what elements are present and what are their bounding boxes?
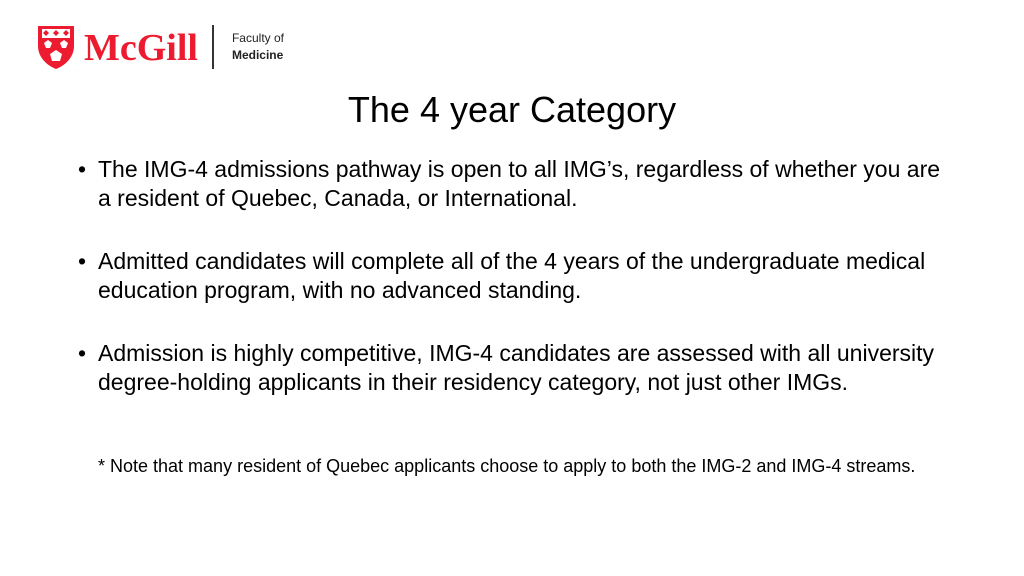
logo-divider bbox=[212, 25, 214, 69]
bullet-dot: • bbox=[78, 248, 87, 274]
bullet-list bbox=[78, 155, 958, 431]
mcgill-logo bbox=[36, 22, 284, 72]
bullet-dot: • bbox=[78, 340, 87, 366]
mcgill-crest-icon bbox=[36, 24, 76, 70]
bullet-item bbox=[78, 339, 958, 397]
faculty-line1: Faculty of bbox=[231, 31, 284, 45]
bullet-item bbox=[78, 155, 958, 213]
bullet-item bbox=[78, 247, 958, 305]
bullet-text: Admission is highly competitive, IMG-4 candidates are assessed with all university degree-holding applicants in their residency category, not just other IMGs. bbox=[98, 340, 935, 395]
footnote: * Note that many resident of Quebec applicants choose to apply to both the IMG-2 and IMG-4 streams. bbox=[98, 456, 916, 476]
mcgill-wordmark: McGill bbox=[84, 27, 198, 69]
bullet-text: Admitted candidates will complete all of the 4 years of the undergraduate medical education program, with no advanced standing. bbox=[98, 248, 926, 303]
bullet-text: The IMG-4 admissions pathway is open to all IMG’s, regardless of whether you are a resident of Quebec, Canada, or International. bbox=[98, 156, 941, 211]
slide-title: The 4 year Category bbox=[347, 89, 677, 130]
faculty-line2: Medicine bbox=[231, 48, 284, 62]
faculty-label bbox=[232, 30, 284, 64]
bullet-dot: • bbox=[78, 156, 87, 182]
